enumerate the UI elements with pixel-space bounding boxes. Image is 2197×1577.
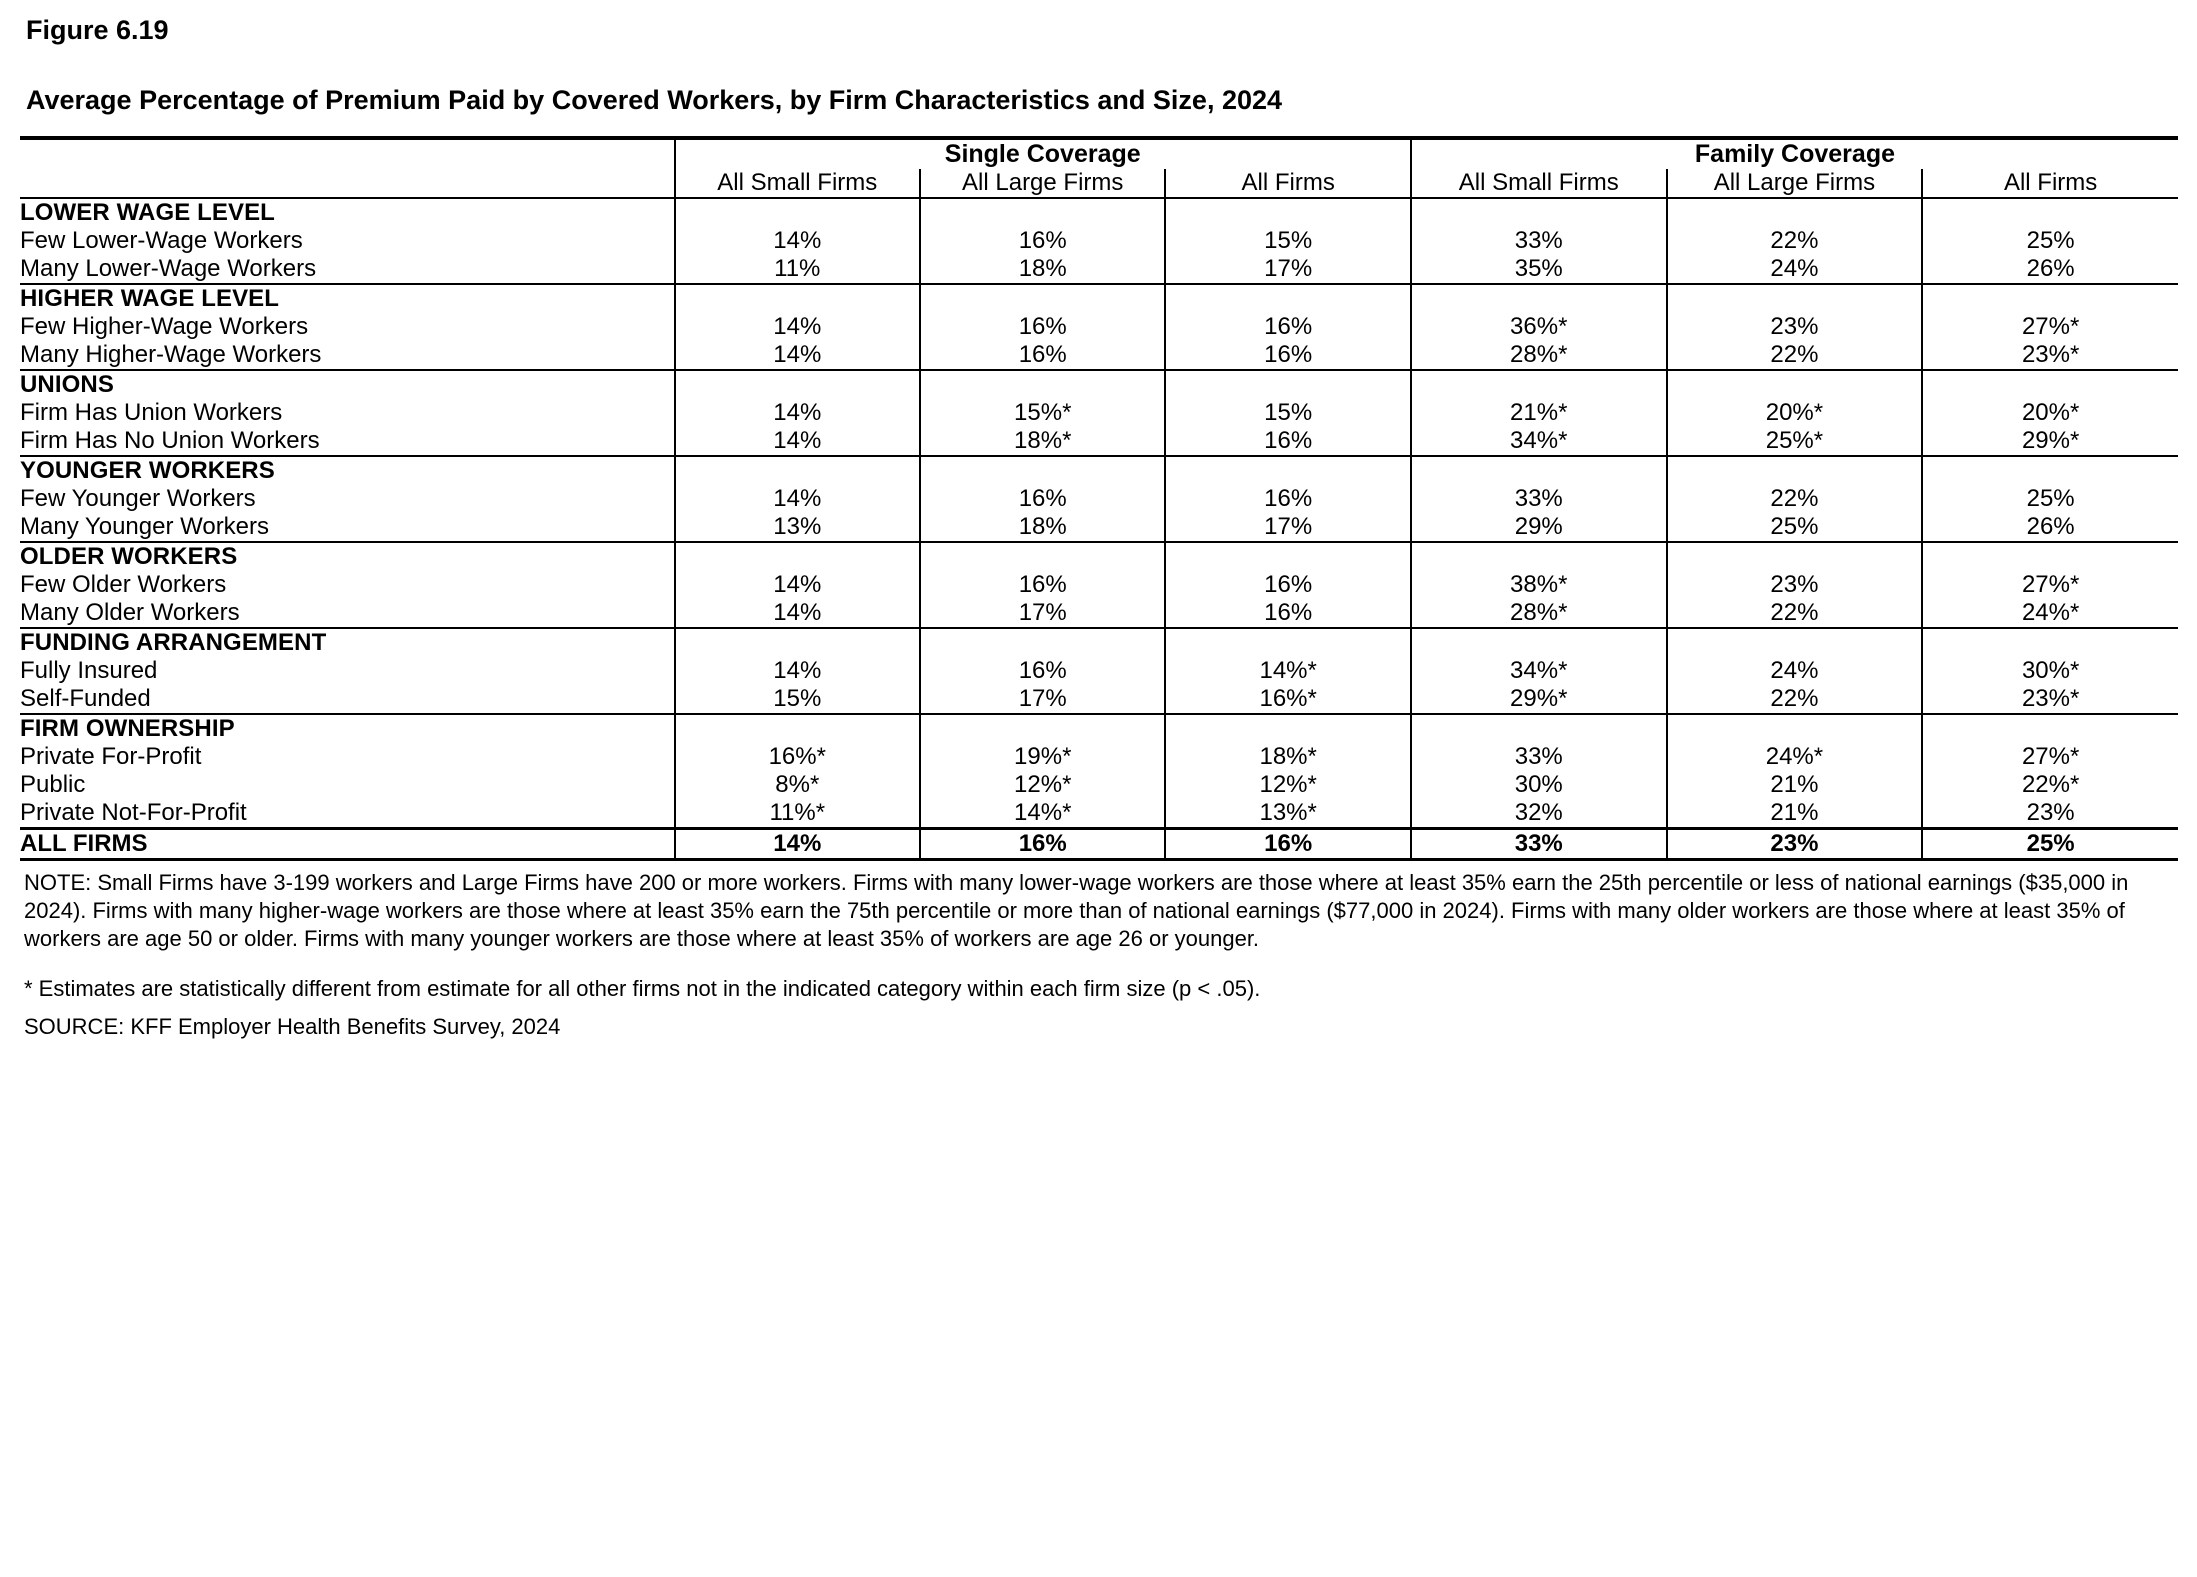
row-value: 15% [1165,227,1410,255]
section-header-row [20,628,2178,657]
section-spacer [1165,542,1410,571]
table-row [20,743,2178,771]
row-value: 23%* [1922,341,2178,370]
row-value: 23% [1667,571,1923,599]
row-value: 26% [1922,513,2178,542]
row-value: 22% [1667,341,1923,370]
section-spacer [675,370,920,399]
section-spacer [675,714,920,743]
table-row [20,399,2178,427]
column-header-row [20,169,2178,198]
row-value: 22% [1667,485,1923,513]
row-value: 16% [1165,599,1410,628]
row-value: 14%* [1165,657,1410,685]
row-value: 24%* [1667,743,1923,771]
row-value: 24% [1667,657,1923,685]
row-label: Few Lower-Wage Workers [20,226,303,254]
row-value: 22%* [1922,771,2178,799]
table-row [20,771,2178,799]
row-value: 28%* [1411,341,1667,370]
section-spacer [1165,628,1410,657]
section-spacer [1667,198,1923,227]
section-label: HIGHER WAGE LEVEL [20,284,675,313]
section-header-row [20,370,2178,399]
row-value: 29% [1411,513,1667,542]
row-value: 14% [675,313,920,341]
row-value: 23% [1922,799,2178,829]
row-value: 17% [1165,255,1410,284]
table-row [20,485,2178,513]
row-value: 12%* [1165,771,1410,799]
row-value: 11%* [675,799,920,829]
row-value: 16%* [675,743,920,771]
section-spacer [1165,456,1410,485]
col-header-family-small: All Small Firms [1411,169,1667,198]
total-row-value: 16% [920,828,1165,859]
row-label: Many Younger Workers [20,512,270,540]
row-value: 14% [675,571,920,599]
total-row [20,828,2178,859]
row-value: 14% [675,485,920,513]
row-value: 18% [920,513,1165,542]
row-value: 23%* [1922,685,2178,714]
section-header-row [20,284,2178,313]
row-value: 25% [1667,513,1923,542]
row-value: 16% [920,227,1165,255]
row-value: 19%* [920,743,1165,771]
row-label: Private For-Profit [20,742,202,770]
section-spacer [920,714,1165,743]
section-spacer [1411,714,1667,743]
group-header-family: Family Coverage [1411,138,2178,169]
section-spacer [1411,370,1667,399]
table-row [20,255,2178,284]
row-value: 14% [675,599,920,628]
row-label: Many Higher-Wage Workers [20,340,322,368]
section-spacer [920,628,1165,657]
section-spacer [1922,628,2178,657]
section-header-row [20,198,2178,227]
row-value: 14% [675,227,920,255]
section-spacer [920,370,1165,399]
section-spacer [1411,542,1667,571]
section-label: OLDER WORKERS [20,542,675,571]
total-row-value: 25% [1922,828,2178,859]
row-value: 21%* [1411,399,1667,427]
section-spacer [1411,198,1667,227]
row-value: 18%* [920,427,1165,456]
section-spacer [1922,714,2178,743]
row-value: 18%* [1165,743,1410,771]
row-value: 21% [1667,799,1923,829]
total-row-value: 16% [1165,828,1410,859]
row-value: 24%* [1922,599,2178,628]
row-value: 15% [675,685,920,714]
row-value: 25% [1922,227,2178,255]
row-value: 16% [1165,427,1410,456]
table-row [20,227,2178,255]
section-spacer [1922,456,2178,485]
section-spacer [1922,284,2178,313]
table-row [20,657,2178,685]
row-label: Few Younger Workers [20,484,256,512]
col-header-family-large: All Large Firms [1667,169,1923,198]
table-row [20,341,2178,370]
row-value: 16% [920,657,1165,685]
row-value: 22% [1667,685,1923,714]
total-row-value: 33% [1411,828,1667,859]
col-header-single-all: All Firms [1165,169,1410,198]
row-value: 16% [1165,485,1410,513]
row-value: 35% [1411,255,1667,284]
header-corner-cell [20,138,675,169]
row-label: Many Older Workers [20,598,240,626]
row-label: Few Higher-Wage Workers [20,312,309,340]
section-label: UNIONS [20,370,675,399]
table-row [20,313,2178,341]
row-value: 30%* [1922,657,2178,685]
table-row [20,799,2178,829]
row-value: 16% [920,341,1165,370]
section-spacer [920,542,1165,571]
row-value: 15% [1165,399,1410,427]
row-value: 27%* [1922,571,2178,599]
section-spacer [675,628,920,657]
table-estimates-note: * Estimates are statistically different from estimate for all other firms not in the indicated category within each firm size (p < .05). [24,975,1261,1001]
section-spacer [675,284,920,313]
row-value: 13% [675,513,920,542]
row-value: 16% [920,313,1165,341]
section-spacer [1667,628,1923,657]
section-header-row [20,456,2178,485]
row-value: 22% [1667,599,1923,628]
section-spacer [1411,456,1667,485]
row-value: 14% [675,657,920,685]
section-label: FIRM OWNERSHIP [20,714,675,743]
section-spacer [1411,628,1667,657]
col-header-single-large: All Large Firms [920,169,1165,198]
row-value: 14% [675,427,920,456]
table-row [20,685,2178,714]
row-label: Many Lower-Wage Workers [20,254,317,282]
table-body [20,198,2178,861]
section-header-row [20,542,2178,571]
row-value: 16% [1165,571,1410,599]
row-value: 20%* [1922,399,2178,427]
total-row-value: 23% [1667,828,1923,859]
table-row [20,427,2178,456]
table-row [20,571,2178,599]
row-value: 16% [1165,341,1410,370]
row-value: 34%* [1411,427,1667,456]
figure-number: Figure 6.19 [26,15,169,45]
col-header-family-all: All Firms [1922,169,2178,198]
section-spacer [675,542,920,571]
row-value: 29%* [1922,427,2178,456]
row-value: 17% [920,685,1165,714]
section-spacer [1667,714,1923,743]
group-header-single: Single Coverage [675,138,1411,169]
row-value: 21% [1667,771,1923,799]
section-spacer [920,456,1165,485]
row-value: 33% [1411,485,1667,513]
premium-contribution-table [20,136,2178,861]
row-value: 26% [1922,255,2178,284]
row-label: Fully Insured [20,656,158,684]
row-value: 30% [1411,771,1667,799]
row-value: 12%* [920,771,1165,799]
section-spacer [920,284,1165,313]
row-label: Public [20,770,86,798]
page-title: Average Percentage of Premium Paid by Covered Workers, by Firm Characteristics and Size, 2024 [26,84,1283,115]
header-blank-cell [20,169,675,198]
row-value: 8%* [675,771,920,799]
section-spacer [675,198,920,227]
row-value: 27%* [1922,743,2178,771]
table-bottom-rule-row [20,859,2178,861]
table-row [20,599,2178,628]
row-value: 25% [1922,485,2178,513]
row-value: 20%* [1667,399,1923,427]
row-value: 33% [1411,743,1667,771]
section-spacer [1165,714,1410,743]
row-value: 25%* [1667,427,1923,456]
row-label: Few Older Workers [20,570,227,598]
row-value: 17% [920,599,1165,628]
row-value: 11% [675,255,920,284]
row-value: 27%* [1922,313,2178,341]
row-value: 16%* [1165,685,1410,714]
section-spacer [1922,542,2178,571]
row-label: Self-Funded [20,684,151,712]
section-spacer [1922,198,2178,227]
section-spacer [1411,284,1667,313]
row-value: 22% [1667,227,1923,255]
section-spacer [1667,542,1923,571]
section-spacer [675,456,920,485]
table-header [20,138,2178,198]
row-label: Firm Has No Union Workers [20,426,320,454]
section-spacer [1667,456,1923,485]
row-value: 16% [920,485,1165,513]
section-header-row [20,714,2178,743]
col-header-single-small: All Small Firms [675,169,920,198]
total-row-label: ALL FIRMS [20,828,675,859]
row-value: 38%* [1411,571,1667,599]
row-value: 36%* [1411,313,1667,341]
row-value: 17% [1165,513,1410,542]
row-value: 23% [1667,313,1923,341]
row-value: 33% [1411,227,1667,255]
row-value: 34%* [1411,657,1667,685]
table-note: NOTE: Small Firms have 3-199 workers and Large Firms have 200 or more workers. Firms with many lower-wage workers are those where at least 35% earn the 25th percentile or less of national earnings ($35,000 in 2024). Firms with many higher-wage workers are those where at least 35% earn the 75th percentile or more than of national earnings ($77,000 in 2024). Firms with many older workers are those where at least 35% of workers are age 50 or older. Firms with many younger workers are those where at least 35% of workers are age 26 or younger. [24,869,2129,951]
row-value: 14%* [920,799,1165,829]
row-value: 18% [920,255,1165,284]
row-value: 14% [675,399,920,427]
group-header-row [20,138,2178,169]
table-row [20,513,2178,542]
row-value: 15%* [920,399,1165,427]
section-spacer [1165,284,1410,313]
section-label: YOUNGER WORKERS [20,456,675,485]
row-value: 24% [1667,255,1923,284]
table-source: SOURCE: KFF Employer Health Benefits Survey, 2024 [24,1014,561,1040]
section-spacer [1165,198,1410,227]
section-spacer [1922,370,2178,399]
row-value: 13%* [1165,799,1410,829]
section-spacer [920,198,1165,227]
row-label: Private Not-For-Profit [20,798,247,826]
row-value: 16% [1165,313,1410,341]
row-value: 32% [1411,799,1667,829]
total-row-value: 14% [675,828,920,859]
row-label: Firm Has Union Workers [20,398,283,426]
table-bottom-rule [20,859,2178,861]
row-value: 29%* [1411,685,1667,714]
section-spacer [1667,284,1923,313]
section-spacer [1165,370,1410,399]
row-value: 14% [675,341,920,370]
section-spacer [1667,370,1923,399]
section-label: LOWER WAGE LEVEL [20,198,675,227]
section-label: FUNDING ARRANGEMENT [20,628,675,657]
row-value: 28%* [1411,599,1667,628]
row-value: 16% [920,571,1165,599]
